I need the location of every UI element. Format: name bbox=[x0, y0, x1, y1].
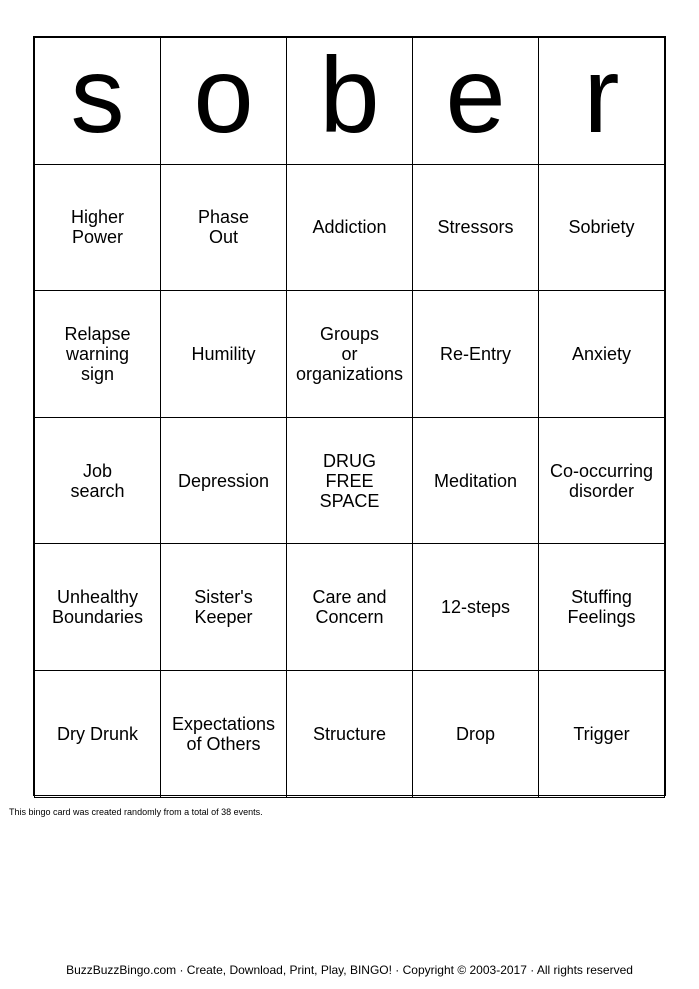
bingo-cell: Addiction bbox=[287, 164, 413, 291]
bingo-cell: Depression bbox=[161, 417, 287, 544]
bingo-row bbox=[35, 164, 665, 291]
bingo-row bbox=[35, 291, 665, 418]
bingo-cell: Dry Drunk bbox=[35, 670, 161, 797]
bingo-cell: Groups or organizations bbox=[287, 291, 413, 418]
bingo-cell: Unhealthy Boundaries bbox=[35, 544, 161, 671]
bingo-row bbox=[35, 544, 665, 671]
bingo-row bbox=[35, 670, 665, 797]
bingo-cell: Expectations of Others bbox=[161, 670, 287, 797]
bingo-cell: DRUG FREE SPACE bbox=[287, 417, 413, 544]
bingo-cell: Phase Out bbox=[161, 164, 287, 291]
bingo-row bbox=[35, 417, 665, 544]
bingo-cell: Job search bbox=[35, 417, 161, 544]
bingo-cell: Sobriety bbox=[539, 164, 665, 291]
bingo-cell: Higher Power bbox=[35, 164, 161, 291]
bingo-cell: Stressors bbox=[413, 164, 539, 291]
header-letter: b bbox=[287, 38, 413, 165]
bingo-cell: Structure bbox=[287, 670, 413, 797]
bingo-cell: 12-steps bbox=[413, 544, 539, 671]
bingo-grid bbox=[34, 33, 665, 798]
bingo-cell: Relapse warning sign bbox=[35, 291, 161, 418]
header-letter: e bbox=[413, 38, 539, 165]
bingo-cell: Stuffing Feelings bbox=[539, 544, 665, 671]
bingo-cell: Care and Concern bbox=[287, 544, 413, 671]
header-letter: r bbox=[539, 38, 665, 165]
bingo-cell: Anxiety bbox=[539, 291, 665, 418]
bingo-cell: Humility bbox=[161, 291, 287, 418]
bingo-cell: Drop bbox=[413, 670, 539, 797]
page-footer: BuzzBuzzBingo.com · Create, Download, Print, Play, BINGO! · Copyright © 2003-2017 · All rights reserved bbox=[66, 963, 633, 977]
bingo-cell: Sister's Keeper bbox=[161, 544, 287, 671]
bingo-cell: Meditation bbox=[413, 417, 539, 544]
bingo-cell: Co-occurring disorder bbox=[539, 417, 665, 544]
bingo-cell: Re-Entry bbox=[413, 291, 539, 418]
card-footnote: This bingo card was created randomly from a total of 38 events. bbox=[9, 807, 263, 817]
header-letter: s bbox=[35, 38, 161, 165]
bingo-cell: Trigger bbox=[539, 670, 665, 797]
bingo-header-row bbox=[35, 38, 665, 165]
header-letter: o bbox=[161, 38, 287, 165]
bingo-card bbox=[33, 33, 666, 796]
